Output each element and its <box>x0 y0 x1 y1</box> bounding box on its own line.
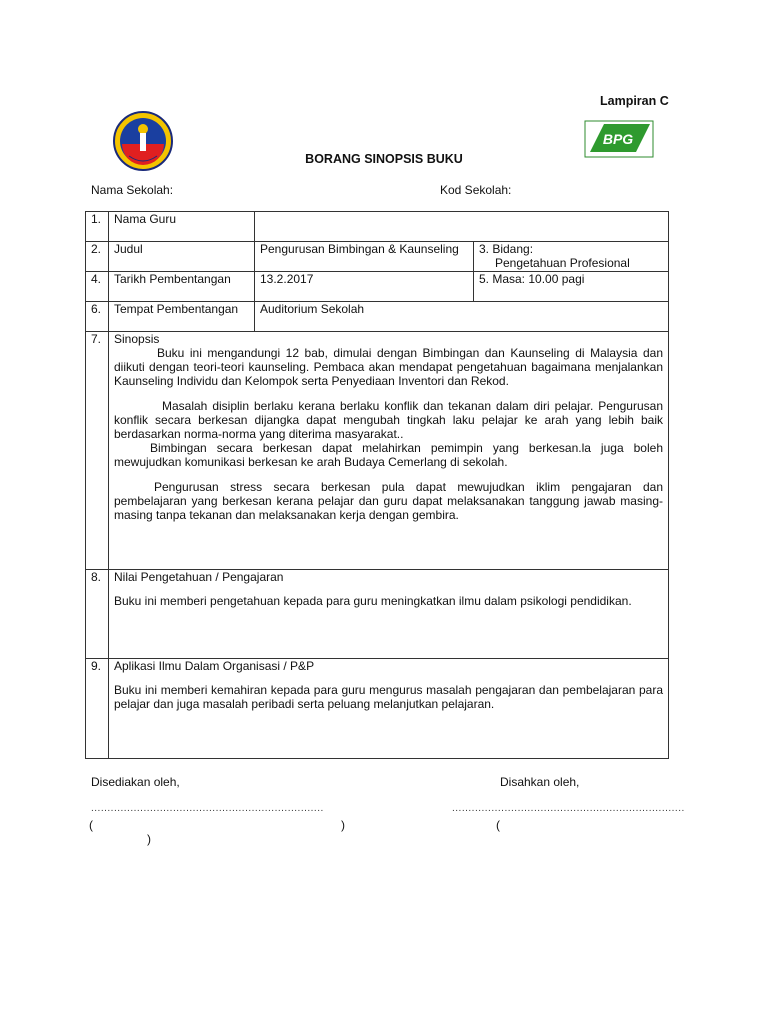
teacher-name-field[interactable] <box>255 212 669 242</box>
synopsis-paragraph: Bimbingan secara berkesan dapat melahirkan pemimpin yang berkesan.la juga boleh mewujudkan komunikasi berkesan ke arah Budaya Cemerlang di sekolah. <box>114 441 663 469</box>
signature-line-right[interactable]: ....................................................................... <box>452 803 685 814</box>
application-label: Aplikasi Ilmu Dalam Organisasi / P&P <box>114 659 315 673</box>
row-number: 6. <box>86 302 109 332</box>
name-bracket-open-right: ( <box>496 818 500 832</box>
prepared-by-label: Disediakan oleh, <box>91 775 180 789</box>
synopsis-paragraph: Masalah disiplin berlaku kerana berlaku konflik dan tekanan dalam diri pelajar. Pengurusan konflik secara berkesan dijangka dapat mengubah tingkah laku pelajar ke arah yang lebih baik berdasarkan norma-norma yang diterima masyarakat.. <box>114 399 663 441</box>
field-cell <box>474 242 669 272</box>
application-cell[interactable] <box>109 659 669 759</box>
row-number: 1. <box>86 212 109 242</box>
appendix-label: Lampiran C <box>600 94 669 108</box>
row-number: 8. <box>86 570 109 659</box>
synopsis-cell[interactable] <box>109 332 669 570</box>
date-label: Tarikh Pembentangan <box>109 272 255 302</box>
time-field[interactable]: 5. Masa: 10.00 pagi <box>474 272 669 302</box>
name-bracket-close-right: ) <box>147 832 151 846</box>
signature-line-left[interactable]: ....................................................................... <box>91 803 324 814</box>
row-number: 2. <box>86 242 109 272</box>
bpg-logo-text: BPG <box>602 131 634 147</box>
school-name-label: Nama Sekolah: <box>91 183 174 197</box>
row-number: 4. <box>86 272 109 302</box>
synopsis-paragraph: Pengurusan stress secara berkesan pula dapat mewujudkan iklim pengajaran dan pembelajaran yang berkesan kerana pelajar dan guru dapat melaksanakan tanggung jawab masing-masing tanpa tekanan dan melaksanakan kerja dengan gembira. <box>114 480 663 522</box>
synopsis-form-table <box>85 211 669 759</box>
knowledge-value-cell[interactable] <box>109 570 669 659</box>
field-label: 3. Bidang: <box>479 242 534 256</box>
knowledge-value-label: Nilai Pengetahuan / Pengajaran <box>114 570 284 584</box>
title-label: Judul <box>109 242 255 272</box>
synopsis-paragraph: Buku ini mengandungi 12 bab, dimulai dengan Bimbingan dan Kaunseling di Malaysia dan diikuti dengan teori-teori kaunseling. Pembaca akan mendapat pengetahuan bagaimana menjalankan Kaunseling Individu dan Kelompok serta Penyediaan Inventori dan Rekod. <box>114 346 663 388</box>
approved-by-label: Disahkan oleh, <box>500 775 580 789</box>
school-code-label: Kod Sekolah: <box>440 183 512 197</box>
name-bracket-close-left: ) <box>341 818 345 832</box>
knowledge-value-text: Buku ini memberi pengetahuan kepada para guru meningkatkan ilmu dalam psikologi pendidikan. <box>114 594 632 608</box>
form-title: BORANG SINOPSIS BUKU <box>305 152 463 166</box>
field-value: Pengetahuan Profesional <box>495 256 630 270</box>
title-field[interactable]: Pengurusan Bimbingan & Kaunseling <box>255 242 474 272</box>
row-number: 7. <box>86 332 109 570</box>
venue-field[interactable]: Auditorium Sekolah <box>255 302 669 332</box>
date-field[interactable]: 13.2.2017 <box>255 272 474 302</box>
application-text: Buku ini memberi kemahiran kepada para guru mengurus masalah pengajaran dan pembelajaran para pelajar dan juga masalah peribadi serta peluang melanjutkan pelajaran. <box>114 683 663 711</box>
name-bracket-open-left: ( <box>89 818 93 832</box>
synopsis-label: Sinopsis <box>114 332 160 346</box>
teacher-name-label: Nama Guru <box>109 212 255 242</box>
venue-label: Tempat Pembentangan <box>109 302 255 332</box>
row-number: 9. <box>86 659 109 759</box>
